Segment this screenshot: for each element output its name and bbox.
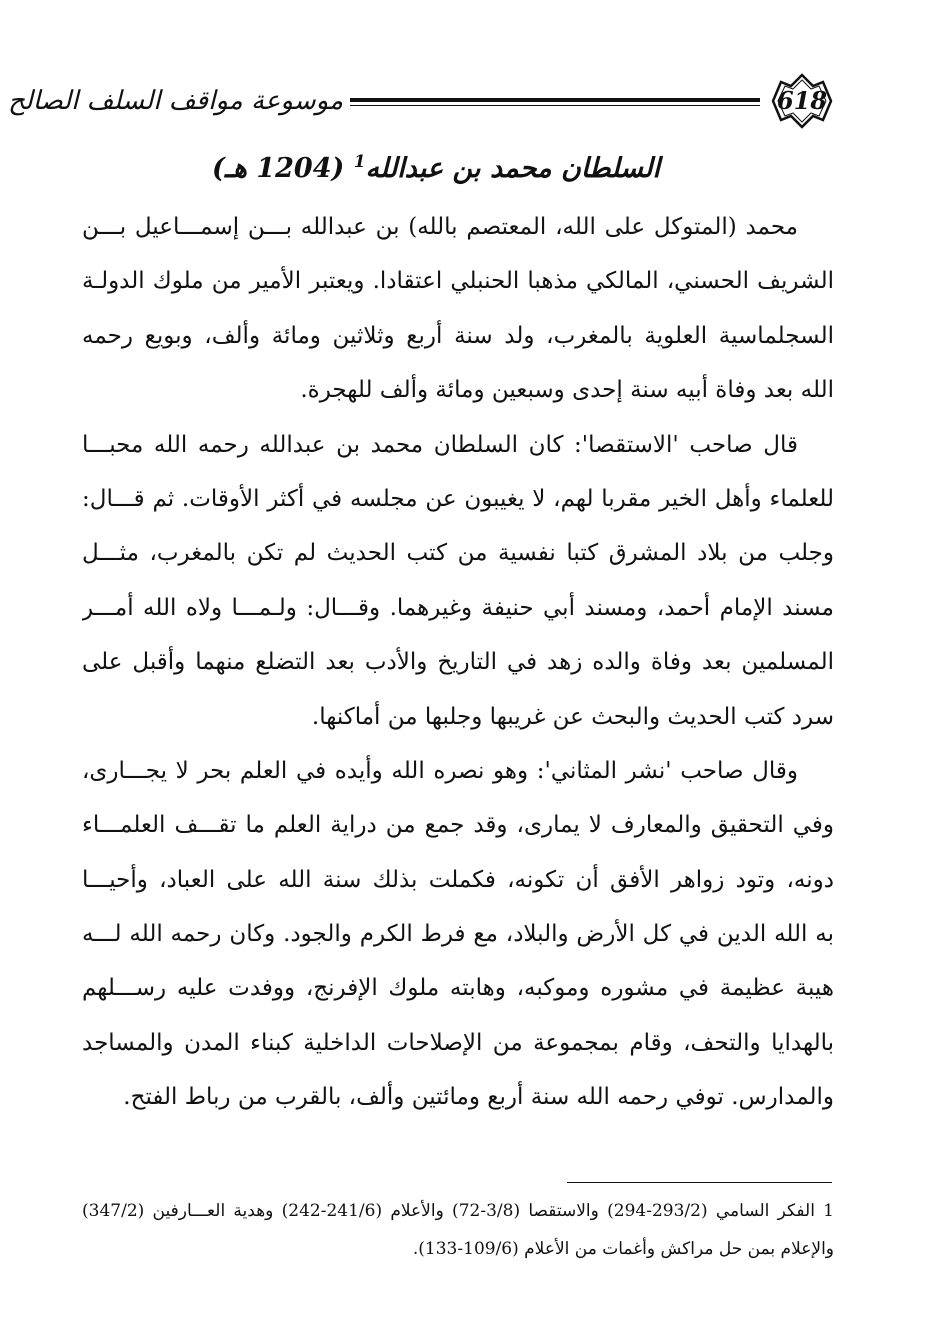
text-line: مسند الإمام أحمد، ومسند أبي حنيفة وغيرهما. وقـــال: ولـمـــا ولاه الله أمـــر <box>82 594 834 621</box>
text-line: وقال صاحب 'نشر المثاني': وهو نصره الله وأيده في العلم بحر لا يجـــارى، <box>82 757 798 784</box>
chapter-title <box>212 138 660 186</box>
header-rule <box>350 98 760 106</box>
text-line: محمد (المتوكل على الله، المعتصم بالله) بن عبدالله بـــن إسمـــاعيل بـــن <box>82 214 798 240</box>
footnote-line: 1 الفكر السامي (293/2-294) والاستقصا (3/8-72) والأعلام (241/6-242) وهدية العـــارفين (347/2) <box>82 1201 834 1221</box>
text-line: للعلماء وأهل الخير مقربا لهم، لا يغيبون عن مجلسه في أكثر الأوقات. ثم قـــال: <box>82 485 834 512</box>
text-line: وفي التحقيق والمعارف لا يمارى، وقد جمع من دراية العلم ما تقـــف العلمـــاء <box>82 812 834 839</box>
book-title: موسوعة مواقف السلف الصالح <box>8 86 343 116</box>
footnotes <box>82 1192 834 1268</box>
text-line: بالهدايا والتحف، وقام بمجموعة من الإصلاحات الداخلية كبناء المدن والمساجد <box>82 1029 834 1056</box>
chapter-title-text: السلطان محمد بن عبدالله <box>365 153 660 184</box>
chapter-year: (1204 هـ) <box>212 153 345 184</box>
text-line: والمدارس. توفي رحمه الله سنة أربع ومائتين وألف، بالقرب من رباط الفتح. <box>123 1084 834 1111</box>
footnote-separator <box>567 1182 832 1183</box>
page-number: 618 <box>776 86 828 115</box>
text-line: الشريف الحسني، المالكي مذهبا الحنبلي اعتقادا. ويعتبر الأمير من ملوك الدولـة <box>82 268 834 295</box>
text-line: قال صاحب 'الاستقصا': كان السلطان محمد بن عبدالله رحمه الله محبـــا <box>82 431 798 458</box>
text-line: به الله الدين في كل الأرض والبلاد، مع فرط الكرم والجود. وكان رحمه الله لـــه <box>82 921 834 948</box>
text-line: دونه، وتود زواهر الأفق أن تكونه، فكملت بذلك سنة الله على العباد، وأحيـــا <box>82 866 834 893</box>
text-line: هيبة عظيمة في مشوره وموكبه، وهابته ملوك الإفرنج، ووفدت عليه رســـلهم <box>82 975 834 1002</box>
footnote-ref: 1 <box>353 152 366 172</box>
text-line: وجلب من بلاد المشرق كتبا نفسية من كتب الحديث لم تكن بالمغرب، مثـــل <box>82 540 834 567</box>
page-header <box>8 72 848 130</box>
footnote-line: والإعلام بمن حل مراكش وأغمات من الأعلام (109/6-133). <box>412 1239 834 1259</box>
page-number-badge <box>761 72 843 130</box>
text-line: الله بعد وفاة أبيه سنة إحدى وسبعين ومائة وألف للهجرة. <box>300 377 834 404</box>
text-line: المسلمين بعد وفاة والده زهد في التاريخ والأدب بعد التضلع منهما وأقبل على <box>82 649 834 676</box>
text-line: سرد كتب الحديث والبحث عن غريبها وجلبها من أماكنها. <box>311 703 834 730</box>
body-text <box>82 200 834 1125</box>
text-line: السجلماسية العلوية بالمغرب، ولد سنة أربع وثلاثين ومائة وألف، وبويع رحمه <box>82 322 834 349</box>
